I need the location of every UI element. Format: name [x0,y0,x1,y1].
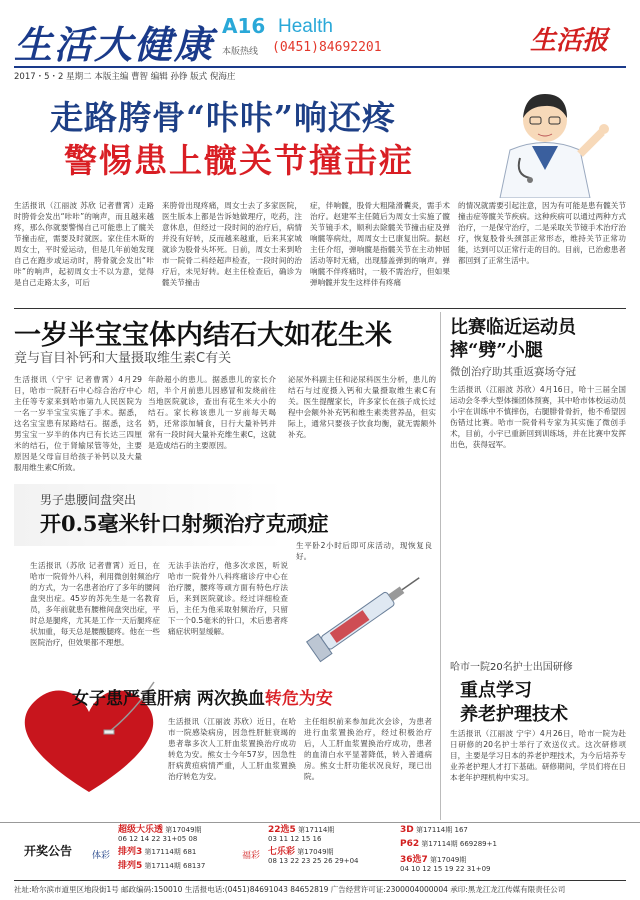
lottery-item-4 [268,848,388,866]
article3-col3: 生平卧2小时后即可床活动，现恢复良好。 [296,541,432,561]
right2-title-line2: 养老护理技术 [460,704,568,725]
lottery-item-name: 七乐彩 [268,847,296,857]
right1-title: 比赛临近运动员摔“劈”小腿 [450,317,576,361]
lottery-item-issue: 第17114期 [421,840,458,848]
lottery-item-issue: 第17049期 [430,856,467,864]
lottery-item-nums: 08 13 22 23 25 26 29+04 [268,857,359,865]
lottery-item-name: 3D [400,825,414,835]
article2-col2: 年龄超小的患儿。据悉患儿的家长介绍，半个月前患儿因感冒和发烧前往当地医院就诊，查出有花生米大小的结石。家长称该患儿一岁前每天喝奶，还常添加辅食，日行大量补钙并常有一段时间大量补充维生素C，这就是造成结石的主要原因。 [148,375,276,450]
lottery-item-nums: 03 11 12 15 16 [268,835,322,843]
masthead-title: 生活大健康 [14,22,215,67]
right1-subtitle: 微创治疗助其重返赛场夺冠 [450,366,576,378]
article4-title-highlight: 转危为安 [264,689,333,709]
article3-title: 开0.5毫米针口射频治疗克顽症 [40,511,329,536]
welfare-lottery-label: 福彩 [242,851,261,861]
footer: 社址:哈尔滨市道里区地段街1号 邮政编码:150010 生活报电话:(0451)84691043 84652819 广告经营许可证:2300004000004 承印:黑龙江龙江传媒有限责任公司 [14,880,626,895]
article4-title-main: 女子患严重肝病 两次换血 [72,689,265,709]
lottery-item-issue: 第17114期 [144,862,181,870]
page-number: A16 [222,14,266,38]
article3-kicker: 男子患腰间盘突出 [40,493,137,507]
lottery-item-name: 22选5 [268,825,296,835]
section-label: Health [278,16,333,37]
lottery-item-nums: 681 [183,848,197,856]
doctor-illustration [470,80,620,198]
divider [14,308,626,309]
lottery-item-6 [400,840,626,849]
lottery-item-issue: 第17114期 [144,848,181,856]
hero-headline-line2: 警惕患上髋关节撞击症 [64,141,414,180]
sport-lottery-label: 体彩 [92,851,111,861]
meta-bar: 2017・5・2 星期二 本版主编 曹智 编辑 孙铮 版式 倪海庄 [14,66,626,80]
hero-headline-line1: 走路胯骨“咔咔”响还疼 [50,98,396,137]
column-divider [440,312,441,820]
article4-col2: 主任组织前来参加此次会诊，为患者进行血浆置换治疗，经过积极治疗后，人工肝血浆置换治疗成功，患者的血清白水平显著降低，转入普通病房。熊女士肝功能状况良好，现已出院。 [304,717,432,781]
lottery-item-issue: 第17114期 [415,826,453,834]
lottery-item-nums: 68137 [183,862,206,870]
article1-col3: 症，伴响髋，股骨大粗隆滑囊炎，需手术治疗。赵建军主任随后为周女士实施了髋关节镜手术，顺利去除髋关节撞击症及弹响髋等病灶，周周女士已康复出院。据赵主任介绍，弹响髋是指髋关节在主动伸屈活动等时无痛，出现膝盖弹到的响声。弹响髋不伴疼痛时，一般不需治疗，但如果弹响髋并发生这样伴有疼痛 [310,201,450,287]
article2-col1: 生活报讯（宁宇 记者曹霄）4月29日，哈市一院肝石中心综合治疗中心主任等专家来到哈市第九人民医院为一名一岁半宝宝实施了手术。据悉，这名宝宝患有尿路结石。据悉，这名男宝宝一岁半的体内已有长达三四厘米的结石，位于肾输尿管等处，主要原因是父母盲目给孩子补钙以及大量服用维生素C所致。 [14,375,142,472]
lottery-item-nums: 167 [454,826,468,834]
article2-col3: 泌尿外科副主任和泌尿科医生分析，患儿的结石与过度摄入钙和大量摄取维生素C有关。医生提醒家长，许多家长在孩子成长过程中会额外补充钙和维生素类营养品，但实际上，通常只要孩子饮食均衡，就无需额外补充。 [288,375,436,439]
lottery-label: 开奖公告 [24,844,73,858]
lottery-item-1 [118,848,228,857]
article2-subtitle: 竟与盲目补钙和大量摄取维生素C有关 [14,351,232,366]
right2-title-line1: 重点学习 [460,680,532,701]
article1-col1: 生活报讯（江丽波 苏欣 记者曹霄）走路时胯骨会发出“咔咔”的响声，而且越来越疼，那么你就要警惕自己可能患上了髋关节撞击症，需要及时就医。家住佳木斯的周女士，平时爱运动，但是几年前她发现自己在跑步或运动时，胯骨就会发出“咔咔”的响声，起初周女士不以为意，觉得是自己走路太多，可后 [14,201,154,287]
lottery-item-name: 超级大乐透 [118,825,164,835]
article1-col2: 来胯骨出现疼痛，周女士去了多家医院，医生版本上都是告诉她做理疗，吃药，注意休息，但经过一段时间的治疗后，病情并没有好转，反而越来越重，后来其家城就诊为股骨头坏死。日前，周女士来到哈市一院骨二科经超声检查，一段时间的治疗后，未见好转。赵主任检查后，确诊为髋关节撞击 [162,201,302,287]
lottery-item-5 [400,826,626,835]
lottery-item-nums: 06 12 14 22 31+05 08 [118,835,198,843]
right2-body: 生活报讯（江丽波 宁宇）4月26日，哈市一院为赴日研修的20名护士举行了欢送仪式。这次研修项目，主要是学习日本的养老护理技术，为今后培养专业养老护理人才打下基础。研修期间，学员们将在日本老年护理机构中实习。 [450,729,626,782]
lottery-item-issue: 第17114期 [298,826,335,834]
article4-col1: 生活报讯（江丽波 苏欣）近日，在哈市一院感染病房，因急性肝脏衰竭的患者靠多次人工肝血浆置换治疗成功转危为安。熊女士今年57岁，因急性肝病黄疸病情严重，人工肝血浆置换治疗转危为安。 [168,717,296,781]
lottery-item-2 [118,862,228,871]
article3-col2: 无法手法治疗，他多次求医，听说哈市一院骨外八科疼痛诊疗中心在治疗腰，腰疼等顽方面有特色疗法后，来到医院就诊。经过详细检查后，主任为他采取射频治疗，只留下一个0.5毫米的针口，术后患者疼痛症状明显缓解。 [168,561,288,636]
article2-title: 一岁半宝宝体内结石大如花生米 [14,320,392,351]
lottery-item-issue: 第17049期 [297,848,334,856]
lottery-item-issue: 第17049期 [165,826,202,834]
lottery-item-name: 排列5 [118,861,143,871]
hotline-number: (0451)84692201 [272,40,382,55]
article1-col4: 的情况就需要引起注意，因为有可能是患有髋关节撞击症等髋关节疾病。这种疾病可以通过两种方式治疗，一是保守治疗，二是采取关节镜手术治疗治疗，恢复股骨头颈部正常形态，维持关节正常功能，达到可以正常行走的目的。目前，已治愈患者都回到了正常生活中。 [458,201,626,265]
article3-col1: 生活报讯（苏欣 记者曹霄）近日，在哈市一院骨外八科，利用微创射频治疗的方式，为一名患者治疗了多年的腰间盘突出症。45岁的苏先生是一名教育员，多年前就患有腰椎间盘突出症，平时总是腿疼，尤其是工作一天后腿疼症状加重，每天总是腰酸腿疼。他在一些医院治疗，但效果都不理想。 [30,561,160,647]
lottery-item-0 [118,826,228,844]
syringe-illustration [296,565,436,665]
lottery-item-nums: 669289+1 [459,840,497,848]
article4-title [72,684,333,709]
lottery-item-nums: 04 10 12 15 19 22 31+09 [400,865,491,873]
newspaper-logo: 生活报 [530,26,609,56]
lottery-item-name: P62 [400,839,420,849]
lottery-item-7 [400,856,626,874]
lottery-item-name: 36选7 [400,855,428,865]
right1-body: 生活报讯（江丽波 苏欣）4月16日，哈十三届全国运动会冬季大型体操团体预赛，其中哈市体校运动员小宇在训练中不慎摔伤，右腿腓骨骨折，他不希望因伤错过比赛。哈市一院骨科专家为其实施了微创手术，目前，小宇已重新回到训练场，并在比赛中发挥出色，获得冠军。 [450,385,626,449]
lottery-item-name: 排列3 [118,847,143,857]
hotline-label: 本版热线 [222,47,259,57]
right2-kicker: 哈市一院20名护士出国研修 [450,662,573,673]
lottery-item-3 [268,826,360,844]
